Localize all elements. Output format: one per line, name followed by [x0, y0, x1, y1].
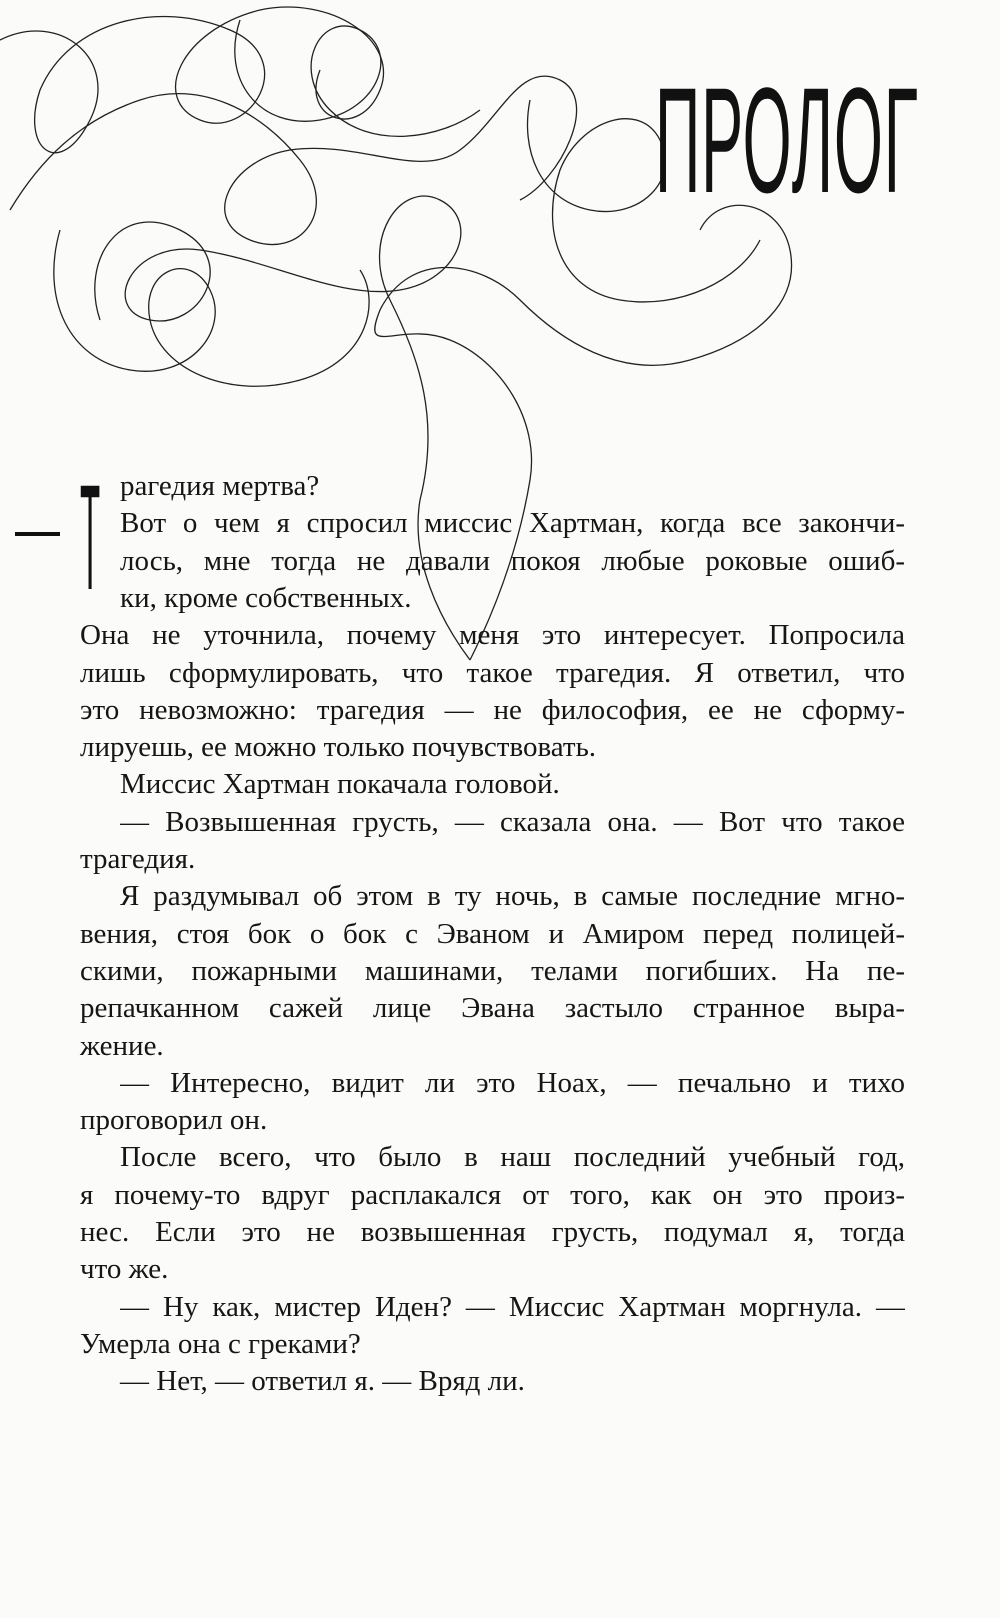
text-line: Вот о чем я спросил миссис Хартман, когда все закончи-: [120, 507, 905, 540]
text-line: это невозможно: трагедия — не философия, ее не сформу-: [80, 693, 905, 726]
text-line: репачканном сажей лице Эвана застыло странное выра-: [80, 992, 905, 1025]
text-line: ки, кроме собственных.: [120, 581, 412, 614]
text-line: — Нет, — ответил я. — Вряд ли.: [120, 1365, 525, 1398]
chapter-title: ПРОЛОГ: [655, 56, 919, 224]
text-line: жение.: [80, 1029, 164, 1062]
text-line: лишь сформулировать, что такое трагедия. Я ответил, что: [80, 656, 905, 689]
text-line: рагедия мертва?: [120, 470, 320, 502]
text-line: Миссис Хартман покачала головой.: [120, 768, 560, 801]
text-line: скими, пожарными машинами, телами погибших. На пе-: [80, 954, 905, 987]
text-line: — Интересно, видит ли это Ноах, — печально и тихо: [120, 1066, 905, 1099]
text-line: я почему-то вдруг расплакался от того, как он это произ-: [80, 1178, 905, 1211]
text-line: лируешь, ее можно только почувствовать.: [80, 731, 597, 764]
text-line: трагедия.: [80, 843, 196, 875]
text-line: что же.: [80, 1253, 169, 1286]
drop-cap: Т: [80, 453, 101, 621]
text-line: нес. Если это не возвышенная грусть, подумал я, тогда: [80, 1216, 905, 1248]
text-line: вения, стоя бок о бок с Эваном и Амиром перед полицей-: [80, 917, 905, 950]
text-line: — Возвышенная грусть, — сказала она. — Вот что такое: [120, 805, 905, 838]
text-line: Она не уточнила, почему меня это интересует. Попросила: [80, 619, 905, 652]
text-line: Умерла она с греками?: [80, 1327, 361, 1360]
text-line: лось, мне тогда не давали покоя любые роковые ошиб-: [120, 544, 905, 577]
text-line: — Ну как, мистер Иден? — Миссис Хартман моргнула. —: [120, 1290, 905, 1323]
text-line: проговорил он.: [80, 1104, 268, 1137]
dialogue-dash: [15, 532, 60, 536]
text-line: Я раздумывал об этом в ту ночь, в самые последние мгно-: [120, 880, 905, 913]
text-line: После всего, что было в наш последний учебный год,: [120, 1141, 905, 1174]
